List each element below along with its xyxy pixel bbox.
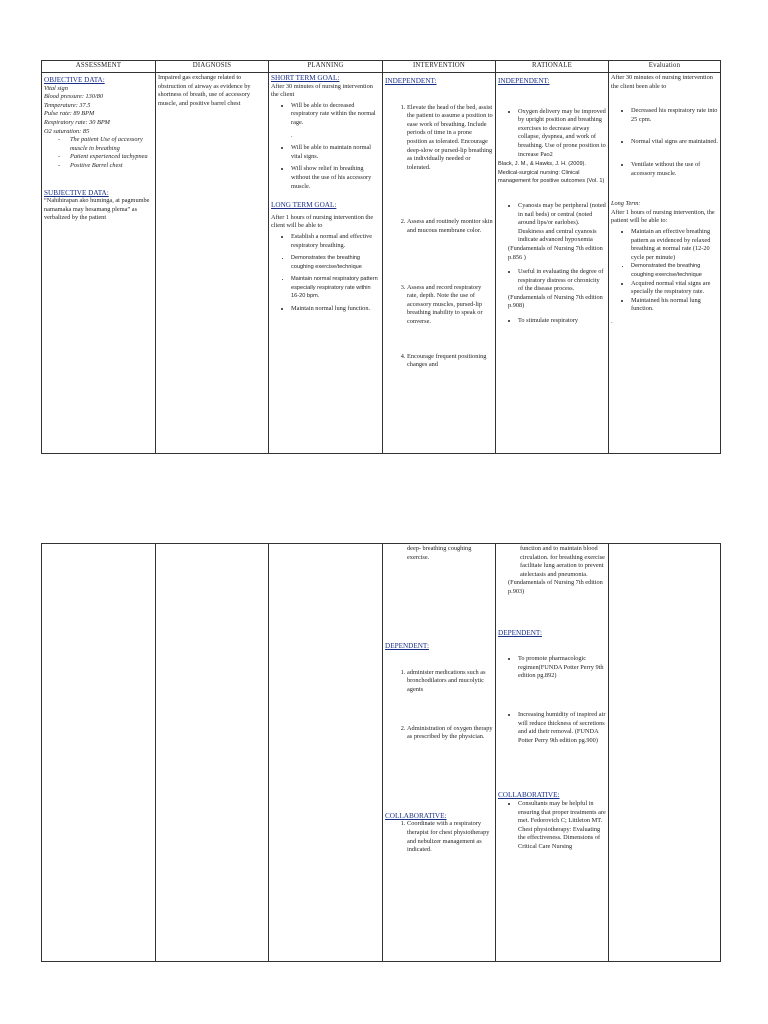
body-row: [42, 73, 721, 454]
evaluation-item: • Demonstrated the breathing coughing exercise/technique: [631, 262, 718, 279]
rationale-list-1: [498, 108, 606, 160]
rationale-collaborative-heading: COLLABORATIVE:: [498, 791, 560, 800]
rationale-citation: Black, J. M., & Hawks, J. H. (2009). Medical-surgical nursing: Clinical management for positive outcomes (Vol. 1): [498, 161, 605, 185]
rationale-item: • Cyanosis may be peripheral (noted in nail beds) or central (noted around lips/or earlobes). Duskiness and central cyanosis indicate advanced hypoxemia: [518, 202, 606, 245]
vital-resp: Respiratory rate: 30 BPM: [44, 118, 110, 126]
rationale-dependent-heading: DEPENDENT:: [498, 628, 542, 637]
long-term-goal-heading: LONG TERM GOAL:: [271, 201, 337, 210]
header-assessment: ASSESSMENT: [42, 61, 156, 73]
observation-item: - Patient experienced tachypnea: [70, 153, 153, 162]
rationale-item: • Consultants may be helpful in ensuring that proper treatments are met. Fedorovich C; Littleton MT. Chest physiotherapy: Evaluating the effectiveness. Dimensions of Critical Care Nursing: [518, 800, 606, 852]
rationale-item: • Oxygen delivery may be improved by upright position and breathing exercises to decrease airway collapse, dyspnea, and work of breathing. Use of prone position to increase Pao2: [518, 108, 606, 160]
intervention-continued-text: deep- breathing coughing exercise.: [407, 545, 472, 561]
planning-cell: [269, 73, 383, 454]
evaluation-long-intro: After 1 hours of nursing intervention, the patient will be able to:: [611, 208, 715, 225]
intervention-item: 2. Administration of oxygen therapy as prescribed by the physician.: [407, 725, 493, 742]
assessment-cell: [42, 73, 156, 454]
goal-item: • Maintain normal lung function.: [291, 305, 380, 314]
objective-data-heading: OBJECTIVE DATA:: [44, 76, 105, 84]
header-row: [42, 61, 721, 73]
rationale-item: • Useful in evaluating the degree of respiratory distress or chronicity of the disease process.: [518, 268, 606, 294]
intervention-item: 4. Encourage frequent positioning changes and: [407, 353, 493, 370]
intervention-item: 1. Elevate the head of the bed, assist the patient to assume a position to ease work of breathing. Include periods of time in a prone position as tolerated. Encourage deep-slow or pursed-lip breathing as individually needed or tolerated.: [407, 104, 493, 173]
diagnosis-text: Impaired gas exchange related to obstruction of airway as evidence by shortness of breath, use of accessory muscle, and positive barrel chest: [158, 74, 251, 107]
collaborative-intervention-list: [385, 820, 493, 854]
intervention-item: 1. Coordinate with a respiratory therapist for chest physiotherapy and nebulizer management as indicated.: [407, 820, 493, 854]
observation-item: - Positive Barrel chest: [70, 162, 153, 171]
observation-item: - The patient Use of accessory muscle in breathing: [70, 136, 153, 153]
dependent-intervention-list: [385, 669, 493, 742]
evaluation-cell: [609, 73, 721, 454]
goal-item: • Will be able to decreased respiratory rate within the normal rage.: [291, 102, 380, 128]
rationale-dependent-list: [498, 655, 606, 745]
intervention-item: 1. administer medications such as bronchodilators and mucolytic agents: [407, 669, 493, 695]
goal-dot: .: [291, 131, 293, 139]
vital-temp: Temperature: 37.5: [44, 101, 91, 109]
evaluation-intro: After 30 minutes of nursing intervention the client been able to: [611, 74, 713, 90]
short-term-goal-heading: SHORT TERM GOAL:: [271, 74, 340, 82]
header-evaluation: Evaluation: [609, 61, 721, 73]
care-plan-table-page-2: [41, 543, 721, 962]
rationale-continued-text: function and to maintain blood circulation. for breathing exercise facilitate lung aeration to prevent atelectasis and pneumonia.: [520, 545, 605, 578]
assessment-cell-continued: [42, 544, 156, 962]
rationale-list-4: [498, 317, 606, 326]
dependent-heading: DEPENDENT:: [385, 642, 429, 651]
rationale-list-3: [498, 268, 606, 294]
header-diagnosis: DIAGNOSIS: [156, 61, 269, 73]
long-term-intro: After 1 hours of nursing intervention the client will be able to: [271, 213, 374, 230]
long-term-label: Long Term:: [611, 200, 641, 208]
evaluation-end-dot: .: [611, 317, 613, 325]
planning-cell-continued: [269, 544, 383, 962]
short-term-intro: After 30 minutes of nursing intervention the client: [271, 82, 373, 99]
rationale-citation: (Fundamentals of Nursing 7th edition p.908): [508, 293, 603, 310]
rationale-citation: (Fundamentals of Nursing 7th edition p.856 ): [508, 244, 603, 261]
vital-pulse: Pulse rate: 89 BPM: [44, 110, 95, 118]
header-planning: PLANNING: [269, 61, 383, 73]
goal-item: • Maintain normal respiratory pattern especially respiratory rate within 16-20 bpm.: [291, 275, 380, 301]
rationale-list-2: [498, 202, 606, 245]
rationale-collaborative-list: [498, 800, 606, 852]
header-intervention: INTERVENTION: [383, 61, 496, 73]
vital-sign-label: Vital sign: [44, 84, 68, 92]
rationale-cell: [496, 73, 609, 454]
diagnosis-cell: [156, 73, 269, 454]
header-rationale: RATIONALE: [496, 61, 609, 73]
vital-bp: Blood pressure: 130/80: [44, 93, 103, 101]
evaluation-cell-continued: [609, 544, 721, 962]
rationale-citation: (Fundamentals of Nursing 7th edition p.903): [508, 579, 603, 595]
goal-item: • Demonstrates the breathing coughing exercise/technique: [291, 254, 380, 271]
evaluation-item: • Maintained his normal lung function.: [631, 297, 718, 314]
evaluation-item: • Maintain an effective breathing pattern as evidenced by relaxed breathing at normal rate (12-20 cycle per minute): [631, 228, 718, 262]
evaluation-short-list: [611, 107, 718, 178]
observation-list: [44, 136, 153, 170]
independent-heading: INDEPENDENT:: [385, 77, 437, 85]
intervention-item: 2. Assess and routinely monitor skin and mucous membrane color.: [407, 218, 493, 235]
subjective-data-heading: SUBJECTIVE DATA:: [44, 188, 109, 197]
evaluation-item: • Ventilate without the use of accessory muscle.: [631, 161, 718, 178]
diagnosis-cell-continued: [156, 544, 269, 962]
rationale-independent-heading: INDEPENDENT:: [498, 77, 550, 85]
collaborative-heading: COLLABORATIVE:: [385, 811, 447, 820]
body-row-continued: [42, 544, 721, 962]
vital-o2: O2 saturation: 85: [44, 127, 90, 135]
intervention-cell-continued: [383, 544, 496, 962]
evaluation-item: • Decreased his respiratory rate into 25 cpm.: [631, 107, 718, 124]
rationale-item: • To promote pharmacologic regimen(FUNDA Potter Perry 9th edition pg.892): [518, 655, 606, 681]
goal-item: • Will be able to maintain normal vital signs.: [291, 144, 380, 161]
independent-intervention-list: [385, 104, 493, 370]
evaluation-long-list: [611, 228, 718, 314]
short-term-goal-list: [271, 102, 380, 191]
rationale-cell-continued: [496, 544, 609, 962]
care-plan-table-page-1: [41, 60, 721, 454]
rationale-item: • Increasing humidity of inspired air will reduce thickness of secretions and aid their removal. (FUNDA Potter Perry 9th edition pg.900): [518, 711, 606, 745]
subjective-text: “Nahihirapan ako huminga, at pagmumbe namamaka may hesamang plema” as verbalized by the patient: [44, 197, 150, 222]
intervention-cell: [383, 73, 496, 454]
evaluation-item: • Normal vital signs are maintained.: [631, 138, 718, 147]
goal-item: • Will show relief in breathing without the use of his accessory muscle.: [291, 165, 380, 191]
evaluation-item: • Acquired normal vital signs are specially the respiratory rate.: [631, 280, 718, 297]
goal-item: • Establish a normal and effective respiratory breathing.: [291, 233, 380, 250]
long-term-goal-list: [271, 233, 380, 314]
rationale-item: • To stimulate respiratory: [518, 317, 606, 326]
intervention-item: 3. Assess and record respiratory rate, depth. Note the use of accessory muscles, pursed-lip breathing inability to speak or converse.: [407, 284, 493, 327]
